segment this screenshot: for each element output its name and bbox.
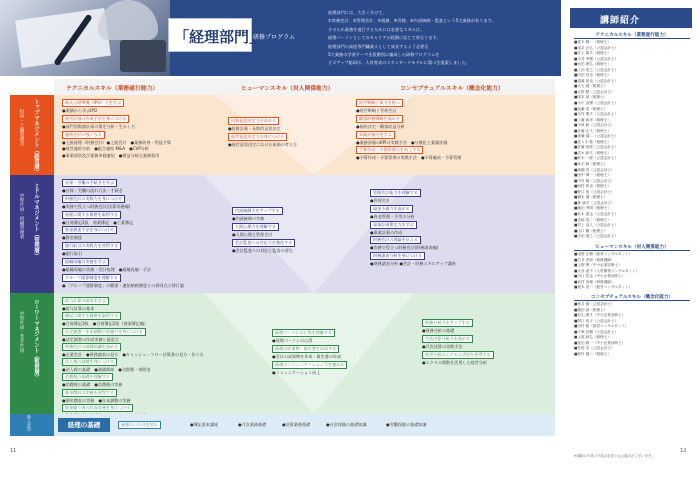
page-number-right: 12 — [680, 448, 687, 454]
instructor-name: ■篠田 誠（税理士） — [574, 307, 608, 312]
hero-photo — [0, 0, 170, 76]
instructor-name: ■吉田 康之（公認会計士） — [574, 234, 619, 239]
instructor-name: ■川口 智也（中小企業診断士） — [574, 274, 626, 279]
basic-label: 経理の基礎 — [58, 418, 110, 432]
instructor-name: ■斎藤 健二（公認会計士） — [574, 134, 619, 139]
instructor-name: ■坂本 浩一（経営コンサルタント） — [574, 285, 633, 290]
lower-human: 経理パーソンの心得を理解する ●経理パーソンの心得 経理の成果物・報告書を作成する ●会社の成果物を作成・報告書の作成 経理のコミュニケーション力を強める ●コミュニケーション向上 — [272, 329, 382, 376]
instructors-note: ※講師の写真と内容は変更となる場合がございます。 — [574, 454, 655, 458]
intro-text: 経理部門には、大きく分けて、 ①財務会計、②管理会計、③税務、④労務、⑤内部統制・監査という5大業務があります。 そのため業務を遂行するためには必要なスキルは、 経理パーソンとしてのキャリアの段階に応じて異なります。 経理部門の高度専門職業人として成長するよう必要な 5大業務の学習テーマを段階別に編成した研修プログラムを ビズアップ総研は、人材育成のスタンダードモデルに築づき提案しました。 — [328, 10, 496, 66]
instructor-name: ■野村 健二（税理士） — [574, 351, 611, 356]
instructor-name: ■関口 裕子（公認会計士） — [574, 318, 619, 323]
instructor-name: ■大谷 恵子（人材開発コンサルタント） — [574, 268, 640, 273]
instructor-list-conceptual — [574, 302, 690, 357]
instructor-name: ■藤田 秀明（税理士） — [574, 206, 611, 211]
instructor-name: ■内田 昌也（税理士） — [574, 73, 611, 78]
instructor-name: ■山口 剛（税理士） — [574, 228, 608, 233]
instructor-name: ■石井 美和（研修講師） — [574, 257, 615, 262]
instructor-name: ■田村 聡（経営コンサルタント） — [574, 324, 629, 329]
instructor-name: ■田中 伸一（税理士） — [574, 173, 611, 178]
instructors-header: 講師紹介 — [570, 8, 692, 28]
top-human: 投資意思決定力を高める ●投資計画・長期的意思決定 経営意思決定力を身につける ●経営意思決定における原価の考え方 — [228, 118, 298, 147]
instructor-name: ■宮崎 浩二（税理士） — [574, 217, 611, 222]
instructor-name: ■桜井 健（公認会計士） — [574, 302, 615, 306]
section-title-technical: テクニカルスキル（業務遂行能力） — [574, 32, 690, 39]
instructor-name: ■村上 直人（公認会計士） — [574, 223, 619, 228]
instructor-name: ■佐々木 勉（税理士） — [574, 139, 611, 144]
instructor-name: ■野口 悟（公認会計士） — [574, 189, 615, 194]
instructor-name: ■千葉 直樹（公認会計士） — [574, 329, 619, 334]
instructor-name: ■土屋 和弘（税理士） — [574, 335, 611, 340]
lower-conceptual: 財務分析力をアップする ●財務分析の基礎 月次決算分析力を高める ●月次決算の実践手法 経営分析のエクセル活用を習得する ●エクセル関数を活用した経営分析 — [422, 319, 552, 366]
instructor-name: ■大石 健（税理士） — [574, 84, 608, 89]
row-label-top: トップマネジメント（経営層） 役員・上級管理者 — [10, 95, 54, 175]
instructor-name: ■上野 博（中小企業診断士） — [574, 263, 622, 268]
row-label-lower: ローワーマネジメント（監督層） 中堅社員・若手社員 — [10, 293, 54, 414]
column-header-technical: テクニカルスキル（業務遂行能力） — [54, 79, 221, 95]
instructor-name: ■浅井 正弘（公認会計士） — [574, 45, 619, 50]
basic-item: ●簿記基本講座 — [190, 422, 219, 427]
instructor-name: ■岡本 誠（税理士） — [574, 95, 608, 100]
basic-tag: 経理のいろはを知る — [118, 421, 161, 429]
middle-technical: 社保・労働の手続きを学ぶ ●社保・労働の流れ方法・手続き 財務会計の実践力を身につける ●実務で役立つ財務会計(決算実務編) 経理に関する資格を取得する ●日商簿記2級 商業簿記 ●工業簿記 資金調達手法を身につける ●資金調達 銀行取引の実践力を習得する ●銀行取引 組織再編の実務を学ぶ ●組織再編の実務・会計処理 ●組織再編・手法 グループ通算制度を理解する ●「グループ通算制度」の概要・連結納税制度との異同点と移行論 — [62, 180, 184, 288]
instructor-name: ■松本 達也（公認会計士） — [574, 211, 619, 216]
instructor-name: ■北村 真理（研修講師） — [574, 279, 615, 284]
instructor-name: ■橋本 健（税理士） — [574, 195, 608, 200]
program-matrix — [10, 79, 555, 436]
lower-technical: 給与計算の基本を学ぶ ●給与計算の基本 簿記に関する資格を取得する ●日商簿記3級 ●日商簿記2級（商業簿記編） 法定調書・年末調整の実務力を身につける ●法定調書の作成実務と留意点 財務会計の基礎知識を深める ●企業会計 ●財務諸表の見方 ●キャッシュ・フロー計算書の見方・作り方 法人税の基礎を身につける ●法人税の基礎 ●減価償却 ●交際費・寄附金 消費税の基礎を理解する ●消費税の基礎 ●消費税の実務 源泉徴収の実務を習得する ●源泉徴収の実務 ●年末調整の実務 資金繰り表の作成実務を身につける — [62, 298, 204, 411]
basic-item: ●労働保険の基礎知識 — [386, 422, 427, 427]
instructor-list-technical — [574, 40, 690, 240]
instructor-name: ■高橋 亮（公認会計士） — [574, 167, 615, 172]
instructor-name: ■小川 直樹（公認会計士） — [574, 101, 619, 106]
instructor-name: ■高木 修（税理士） — [574, 162, 608, 167]
instructor-name: ■清水 和夫（税理士） — [574, 150, 611, 155]
page-subtitle: 研修プログラム — [253, 34, 295, 41]
instructor-name: ■杉山 康夫（中小企業診断士） — [574, 313, 626, 318]
basic-item: ●月次業務基礎 — [238, 422, 267, 427]
instructor-list-human — [574, 252, 690, 291]
instructor-name: ■西村 和也（税理士） — [574, 184, 611, 189]
page-title: 「経理部門」 — [174, 28, 265, 46]
instructor-name: ■浅野 正樹（経営コンサルタント） — [574, 252, 633, 256]
instructor-name: ■鈴木 一郎（公認会計士） — [574, 156, 619, 161]
instructors-panel — [570, 8, 692, 478]
column-header-human: ヒューマンスキル（対人関係能力） — [221, 79, 388, 95]
instructor-name: ■富田 修一（中小企業診断士） — [574, 340, 626, 345]
instructor-name: ■井上 隆夫（税理士） — [574, 51, 611, 56]
row-label-general: 新入社員 — [10, 414, 54, 436]
column-header-conceptual: コンセプチュアルスキル（概念化能力） — [388, 79, 555, 95]
top-conceptual: 経営戦略立案力を持つ ●経営戦略と管理会計 顧客財務戦略を高める ●価格決定・顧客収益分析 事業評価力を学ぶ ●業務評価のKPIの実践手法 ●分散化と業績評価 予算作成・予算管理力を向上する ●予算作成・予算管理の実践手法 ●予算編成・予算管理 — [356, 100, 462, 161]
instructor-name: ■加藤 浩（税理士） — [574, 106, 608, 111]
instructor-name: ■青木 賢一（税理士） — [574, 40, 611, 44]
section-title-human: ヒューマンスキル（対人関係能力） — [574, 244, 690, 251]
section-title-conceptual: コンセプチュアルスキル（概念化能力） — [574, 294, 690, 301]
instructor-name: ■長尾 亮（公認会計士） — [574, 346, 615, 351]
instructor-name: ■佐藤 拓郎（公認会計士） — [574, 145, 619, 150]
instructor-name: ■工藤 和彦（税理士） — [574, 117, 611, 122]
basic-row — [10, 414, 555, 436]
instructor-name: ■遠藤 拓也（公認会計士） — [574, 78, 619, 83]
middle-conceptual: 管理会計能力を理解する ●管理会計 現金予測力を高める ●資金管理・予実の分析 事業計画策定力を学ぶ ●事業計画の作成 財務会計の理論を伝える ●実務で役立つ財務会計(財務諸表編) 財務諸表分析を身につける ●財務諸表分析 ●会計・財務スキルアップ講座 — [370, 190, 456, 267]
row-label-middle: ミドルマネジメント（管理層） 中堅社員・初級管理者 — [10, 175, 54, 293]
instructor-name: ■近藤 正人（税理士） — [574, 128, 611, 133]
instructor-name: ■今井 秀樹（公認会計士） — [574, 56, 619, 61]
basic-item: ●社会保険の基礎知識 — [326, 422, 367, 427]
instructor-name: ■中村 隆（公認会計士） — [574, 178, 615, 183]
instructor-name: ■大野 勝（公認会計士） — [574, 89, 615, 94]
instructor-name: ■上田 浩之（公認会計士） — [574, 67, 619, 72]
instructor-name: ■林 誠司（公認会計士） — [574, 200, 615, 205]
basic-item: ●決算業務基礎 — [282, 422, 311, 427]
instructor-name: ■木村 俊夫（公認会計士） — [574, 112, 619, 117]
instructor-name: ■小林 聡（公認会計士） — [574, 123, 615, 128]
middle-human: 内部統制力をアップする ●内部統制の実務 人間心理力を理解する ●人間心理と管理会計 会計監査への対応力を強化する ●会計監査への対応と監査の要点 — [232, 207, 352, 254]
instructor-name: ■岩田 康弘（税理士） — [574, 62, 611, 67]
top-technical: 株式公開準備（IPO）力を学ぶ ●業績から学ぶIPO 経営計画の作成手法を身につける ●部門別数値計画の策定分析・生かし方 連結会計に強くなる ●上級経理（財務会計）●上級会計 ●業務改善・利益予算 ●経営連結分析 ●組合連結 M&A ●CVP分析 ●事業部別及び業務単価連結 ●損益分岐点業務効用 — [62, 100, 171, 159]
page-number-left: 11 — [10, 448, 17, 454]
